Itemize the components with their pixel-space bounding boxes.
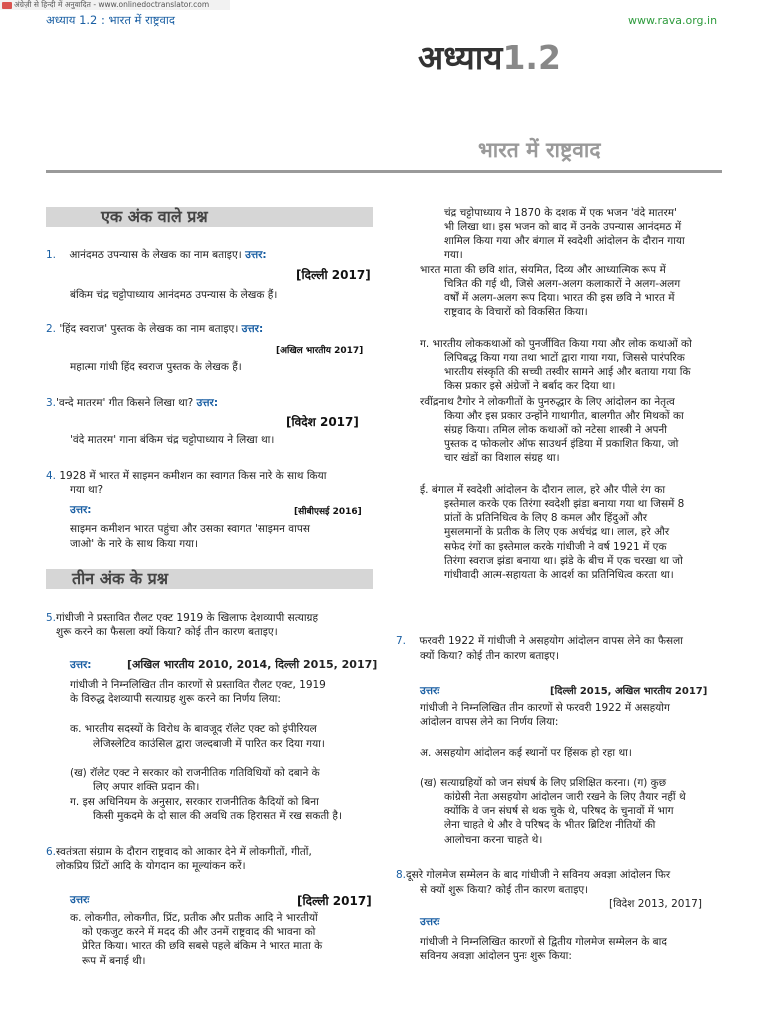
chapter-number: 1.2 [502, 38, 561, 77]
question-4-answer-line2: जाओ' के नारे के साथ किया गया। [70, 538, 198, 550]
question-5-point-c-line2: किसी मुकदमे के दो साल की अवधि तक हिरासत में रख सकती है। [93, 810, 342, 822]
continuation-p5-line3: प्रांतों के प्रतिनिधित्व के लिए 8 कमल और हिंदुओं और [444, 512, 648, 524]
continuation-p1-line2: भी लिखा था। इस भजन को बाद में उनके उपन्यास आनंदमठ में [444, 221, 682, 233]
question-6 [46, 845, 312, 859]
question-number: 8. [396, 869, 407, 881]
question-8-answer-label: उत्तरः [420, 916, 440, 928]
question-7-line2: क्यों किया? कोई तीन कारण बताइए। [420, 650, 560, 662]
continuation-p4-line2: किया और इस प्रकार उन्होंने गाथागीत, बालगीत और मिथकों का [444, 410, 684, 422]
question-5-point-a-line2: लेजिस्लेटिव काउंसिल द्वारा जल्दबाजी में पारित कर दिया गया। [93, 738, 325, 750]
question-text: 'हिंद स्वराज' पुस्तक के लेखक का नाम बताइए। [59, 323, 239, 335]
question-7-point-a: अ. असहयोग आंदोलन कई स्थानों पर हिंसक हो रहा था। [420, 747, 632, 759]
continuation-p3-line2: लिपिबद्ध किया गया तथा भाटों द्वारा गाया गया, जिससे पारंपरिक [444, 352, 685, 364]
question-2-reference: [अखिल भारतीय 2017] [276, 346, 364, 356]
question-6-line2: लोकप्रिय प्रिंटों आदि के योगदान का मूल्यांकन करें। [56, 860, 246, 872]
question-7-intro-line1: गांधीजी ने निम्नलिखित तीन कारणों से फरवरी 1922 में असहयोग [420, 702, 670, 714]
question-7-point-b-line5: आलोचना करना चाहते थे। [444, 834, 543, 846]
question-8 [396, 868, 670, 882]
continuation-p5-line7: गांधीवादी आत्म-सहायता के आदर्श का प्रतिनिधित्व करता था। [444, 569, 674, 581]
continuation-p2-line1: भारत माता की छवि शांत, संयमित, दिव्य और आध्यात्मिक रूप में [420, 264, 666, 276]
translator-banner-text: अंग्रेज़ी से हिन्दी में अनुवादित - www.onlinedoctranslator.com [14, 0, 210, 9]
question-number: 1. [46, 249, 57, 261]
continuation-p4-line4: पुस्तक द फोकलोर ऑफ साउथर्न इंडिया में प्रकाशित किया, जो [444, 438, 679, 450]
question-5-reference: [अखिल भारतीय 2010, 2014, दिल्ली 2015, 2017] [127, 658, 378, 671]
question-5-line2: शुरू करने का फैसला क्यों किया? कोई तीन कारण बताइए। [56, 626, 278, 638]
question-number: 6. [46, 846, 57, 858]
question-7-point-b-line2: कांग्रेसी नेता असहयोग आंदोलन जारी रखने के लिए तैयार नहीं थे [444, 791, 686, 803]
continuation-p3-line4: किस प्रकार इसे अंग्रेजों ने बर्बाद कर दिया था। [444, 380, 616, 392]
question-2-answer: महात्मा गांधी हिंद स्वराज पुस्तक के लेखक हैं। [70, 361, 242, 373]
question-6-answer-line4: रूप में बनाई थी। [82, 955, 146, 967]
answer-label: उत्तर: [245, 249, 267, 261]
question-text-line1: 1928 में भारत में साइमन कमीशन का स्वागत किस नारे के साथ किया [59, 470, 327, 482]
question-3 [46, 396, 218, 410]
question-number: 5. [46, 612, 57, 624]
question-5-point-b-line1: (ख) रॉलेट एक्ट ने सरकार को राजनीतिक गतिविधियों को दबाने के [70, 767, 320, 779]
question-7-answer-label: उत्तरः [420, 685, 440, 697]
question-8-reference: [विदेश 2013, 2017] [609, 898, 702, 910]
question-text-line1: फरवरी 1922 में गांधीजी ने असहयोग आंदोलन वापस लेने का फैसला [419, 635, 683, 647]
question-2 [46, 322, 263, 336]
question-4 [46, 469, 326, 483]
continuation-p3-line3: भारतीय संस्कृति की सच्ची तस्वीर सामने आई और बताया गया कि [444, 366, 691, 378]
continuation-p5-line4: मुसलमानों के प्रतीक के लिए एक अर्धचंद्र था। लाल, हरे और [444, 526, 670, 538]
continuation-p5-line1: ई. बंगाल में स्वदेशी आंदोलन के दौरान लाल, हरे और पीले रंग का [420, 484, 666, 496]
continuation-p4-line3: संग्रह किया। तमिल लोक कथाओं को नटेसा शास्त्री ने अपनी [444, 424, 667, 436]
question-5-answer-label: उत्तर: [70, 659, 92, 671]
continuation-p4-line1: रवींद्रनाथ टैगोर ने लोकगीतों के पुनरुद्धार के लिए आंदोलन का नेतृत्व [420, 396, 675, 408]
continuation-p2-line4: राष्ट्रवाद के विचारों को विकसित किया। [444, 306, 588, 318]
continuation-p4-line5: चार खंडों का विशाल संग्रह था। [444, 452, 560, 464]
translator-banner[interactable] [0, 0, 230, 10]
answer-label: उत्तर: [241, 323, 264, 335]
continuation-p3-line1: ग. भारतीय लोककथाओं को पुनर्जीवित किया गया और लोक कथाओं को [420, 338, 692, 350]
question-1 [46, 248, 267, 262]
question-number: 4. [46, 470, 57, 482]
question-7-point-b-line4: लेना चाहते थे और वे परिषद के भीतर ब्रिटिश नीतियों की [444, 819, 656, 831]
question-text: 'वन्दे मातरम' गीत किसने लिखा था? [56, 397, 194, 409]
question-1-answer: बंकिम चंद्र चट्टोपाध्याय आनंदमठ उपन्यास के लेखक हैं। [70, 289, 278, 301]
question-3-reference: [विदेश 2017] [286, 415, 359, 429]
continuation-p1-line4: गया। [444, 249, 463, 261]
continuation-p1-line3: शामिल किया गया और बंगाल में स्वदेशी आंदोलन के दौरान गाया [444, 235, 685, 247]
question-8-line2: से क्यों शुरू किया? कोई तीन कारण बताइए। [420, 884, 589, 896]
question-4-reference: [सीबीएसई 2016] [294, 507, 362, 517]
continuation-p5-line5: सफेद रंगों का इस्तेमाल करके गांधीजी ने वर्ष 1921 में एक [444, 541, 667, 553]
question-5-point-a-line1: क. भारतीय सदस्यों के विरोध के बावजूद रॉलेट एक्ट को इंपीरियल [70, 723, 317, 735]
question-4-line2: गया था? [70, 484, 104, 496]
header-divider [46, 170, 722, 173]
question-7-intro-line2: आंदोलन वापस लेने का निर्णय लिया: [420, 716, 559, 728]
question-3-answer: 'वंदे मातरम' गाना बंकिम चंद्र चट्टोपाध्याय ने लिखा था। [70, 434, 275, 446]
question-5 [46, 611, 318, 625]
site-link[interactable]: www.rava.org.in [628, 14, 718, 27]
question-text-line1: स्वतंत्रता संग्राम के दौरान राष्ट्रवाद को आकार देने में लोकगीतों, गीतों, [56, 846, 312, 858]
question-6-reference: [दिल्ली 2017] [297, 894, 372, 908]
question-7-point-b-line1: (ख) सत्याग्रहियों को जन संघर्ष के लिए प्रशिक्षित करना। (ग) कुछ [420, 777, 667, 789]
question-6-answer-line1: क. लोकगीत, लोकगीत, प्रिंट, प्रतीक और प्रतीक आदि ने भारतीयों [70, 912, 318, 924]
continuation-p2-line2: चित्रित की गई थी, जिसे अलग-अलग कलाकारों ने अलग-अलग [444, 278, 681, 290]
continuation-p5-line2: इस्तेमाल करके एक तिरंगा स्वदेशी झंडा बनाया गया था जिसमें 8 [444, 498, 685, 510]
question-6-answer-line3: प्रेरित किया। भारत की छवि सबसे पहले बंकिम ने भारत माता के [82, 940, 323, 952]
question-7-point-b-line3: क्योंकि वे जन संघर्ष से थक चुके थे, परिषद के चुनावों में भाग [444, 805, 674, 817]
question-text-line1: गांधीजी ने प्रस्तावित रौलट एक्ट 1919 के खिलाफ देशव्यापी सत्याग्रह [56, 612, 319, 624]
question-6-answer-label: उत्तरः [70, 894, 90, 906]
continuation-p1-line1: चंद्र चट्टोपाध्याय ने 1870 के दशक में एक भजन 'वंदे मातरम' [444, 207, 677, 219]
question-5-point-c-line1: ग. इस अधिनियम के अनुसार, सरकार राजनीतिक कैदियों को बिना [70, 796, 319, 808]
chapter-title [418, 36, 561, 80]
question-5-intro-line1: गांधीजी ने निम्नलिखित तीन कारणों से प्रस्तावित रौलट एक्ट, 1919 [70, 679, 326, 691]
question-7 [396, 634, 683, 648]
question-8-intro-line2: सविनय अवज्ञा आंदोलन पुनः शुरू किया: [420, 950, 572, 962]
question-8-intro-line1: गांधीजी ने निम्नलिखित कारणों से द्वितीय गोलमेज सम्मेलन के बाद [420, 936, 667, 948]
continuation-p2-line3: वर्षों में अलग-अलग रूप दिया। भारत की इस छवि ने भारत में [444, 292, 675, 304]
translator-logo-icon [2, 2, 12, 9]
question-5-point-b-line2: लिए अपार शक्ति प्रदान की। [93, 781, 200, 793]
question-4-answer-label: उत्तर: [70, 504, 92, 516]
chapter-running-head: अध्याय 1.2 : भारत में राष्ट्रवाद [46, 13, 175, 27]
question-5-intro-line2: के विरुद्ध देशव्यापी सत्याग्रह शुरू करने का निर्णय लिया: [70, 693, 281, 705]
question-text: आनंदमठ उपन्यास के लेखक का नाम बताइए। [69, 249, 242, 261]
question-number: 7. [396, 635, 407, 647]
question-number: 3. [46, 397, 57, 409]
answer-label: उत्तर: [196, 397, 219, 409]
question-6-answer-line2: को एकजुट करने में मदद की और उनमें राष्ट्रवाद की भावना को [82, 926, 316, 938]
question-7-reference: [दिल्ली 2015, अखिल भारतीय 2017] [550, 686, 708, 697]
section-heading-one-mark: एक अंक वाले प्रश्न [46, 207, 373, 227]
chapter-subtitle: भारत में राष्ट्रवाद [478, 138, 601, 162]
question-number: 2. [46, 323, 57, 335]
chapter-title-word: अध्याय [418, 38, 503, 77]
question-4-answer-line1: साइमन कमीशन भारत पहुंचा और उसका स्वागत 'साइमन वापस [70, 523, 310, 535]
section-heading-three-mark: तीन अंक के प्रश्न [46, 569, 373, 589]
question-text-line1: दूसरे गोलमेज सम्मेलन के बाद गांधीजी ने सविनय अवज्ञा आंदोलन फिर [406, 869, 671, 881]
continuation-p5-line6: तिरंगा स्वराज झंडा बनाया था। झंडे के बीच में एक चरखा था जो [444, 555, 683, 567]
question-1-reference: [दिल्ली 2017] [296, 268, 371, 282]
